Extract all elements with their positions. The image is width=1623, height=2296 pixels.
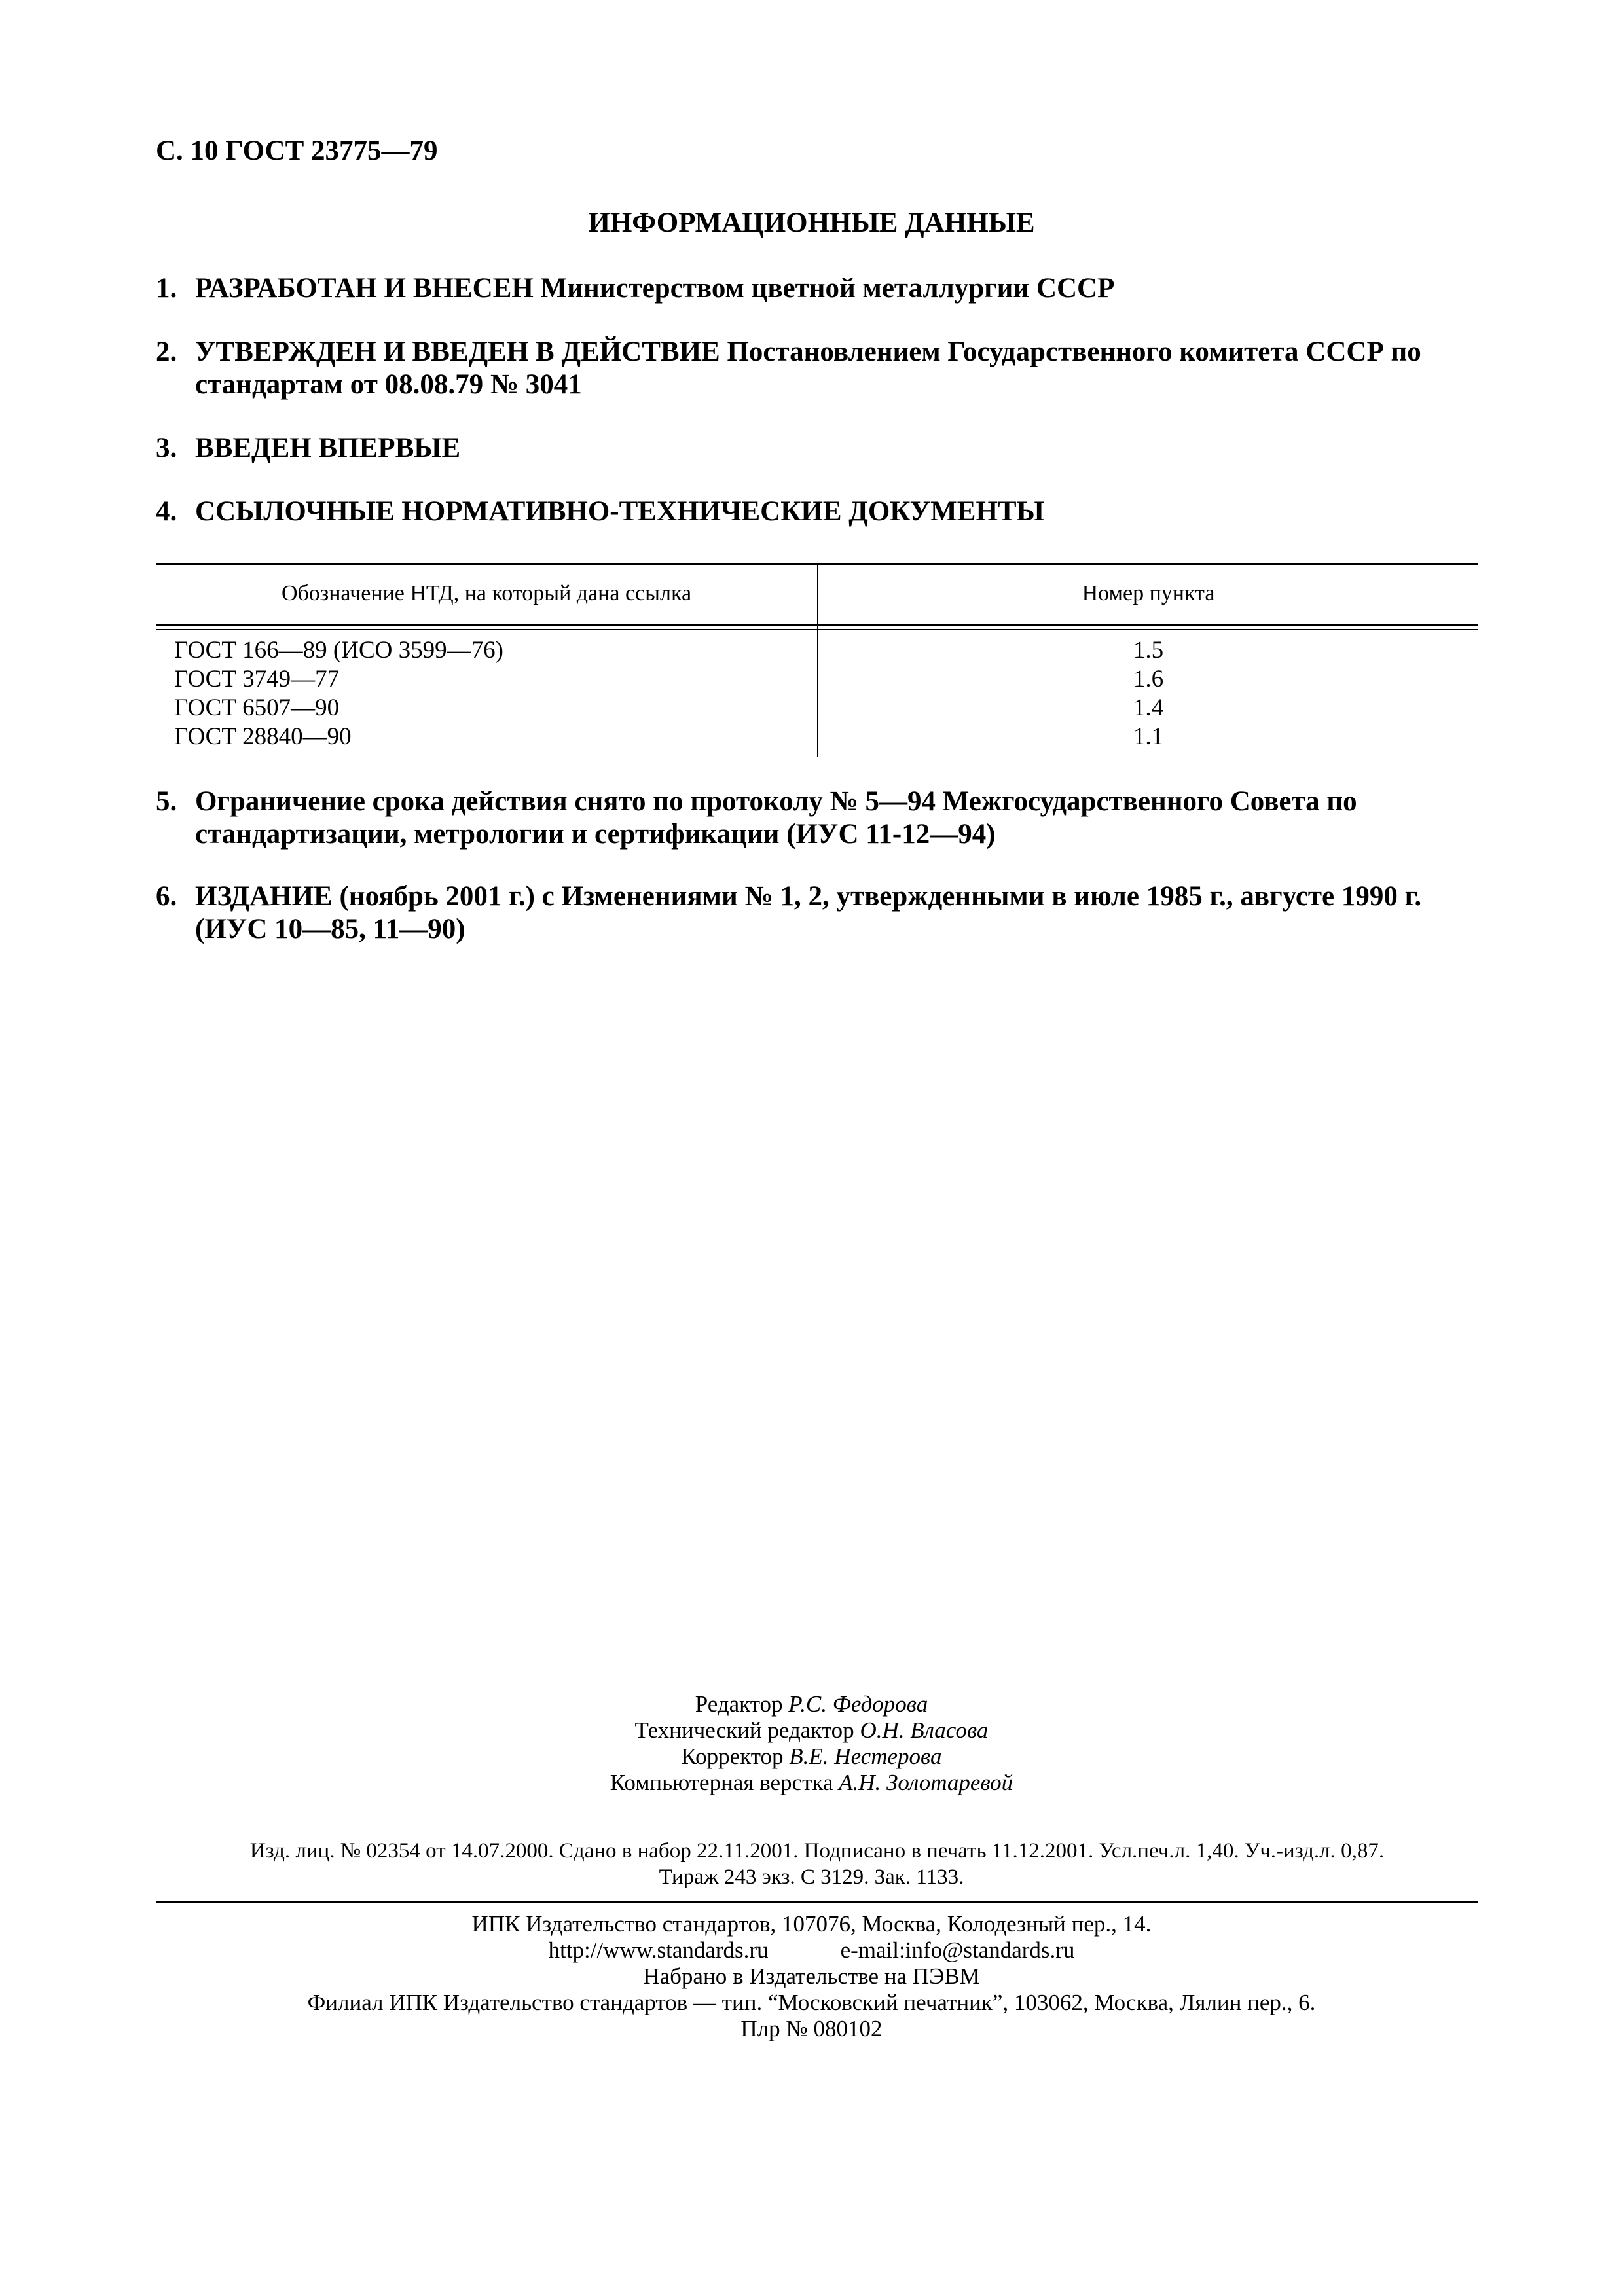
section-title: ИНФОРМАЦИОННЫЕ ДАННЫЕ — [588, 207, 1035, 238]
info-item-6 — [156, 880, 1478, 946]
imprint-line: Тираж 243 экз. С 3129. Зак. 1133. — [659, 1865, 964, 1889]
table-row — [174, 665, 1478, 694]
table-cell-point: 1.4 — [1133, 694, 1164, 721]
table-row — [174, 636, 1478, 665]
publisher-info — [0, 1911, 1623, 2042]
credit-name: В.Е. Нестерова — [789, 1744, 942, 1769]
imprint-line: Изд. лиц. № 02354 от 14.07.2000. Сдано в набор 22.11.2001. Подписано в печать 11.12.2001. Усл.печ.л. 1,40. Уч.-изд.л. 0,87. — [249, 1839, 1385, 1863]
info-item-3 — [156, 432, 1478, 465]
item-lead: ССЫЛОЧНЫЕ НОРМАТИВНО-ТЕХНИЧЕСКИЕ ДОКУМЕНТЫ — [195, 496, 1044, 527]
item-number: 1. — [156, 273, 177, 304]
credit-line — [0, 1717, 1623, 1744]
item-text: (ноябрь 2001 г.) с Изменениями № 1, 2, утвержденными в июле 1985 г., августе 1990 г. (ИУС 10—85, 11—90) — [195, 881, 1422, 944]
info-item-2 — [156, 336, 1478, 401]
email-link[interactable]: e-mail:info@standards.ru — [840, 1937, 1075, 1963]
item-number: 3. — [156, 433, 177, 463]
printer-info: Филиал ИПК Издательство стандартов — тип. “Московский печатник”, 103062, Москва, Лялин пер., 6. — [307, 1990, 1316, 2015]
credit-role: Компьютерная верстка — [610, 1770, 833, 1795]
publisher-contacts — [0, 1937, 1623, 1964]
footer-rule — [156, 1901, 1478, 1903]
credit-line — [0, 1770, 1623, 1796]
table-header-point: Номер пункта — [1082, 581, 1215, 605]
editorial-credits — [0, 1691, 1623, 1796]
table-header-doc: Обозначение НТД, на который дана ссылка — [281, 581, 692, 605]
info-item-5 — [156, 785, 1478, 851]
website-link[interactable]: http://www.standards.ru — [548, 1937, 769, 1963]
table-cell-doc: ГОСТ 3749—77 — [174, 666, 340, 692]
item-number: 2. — [156, 336, 177, 367]
item-number: 5. — [156, 786, 177, 817]
item-lead: ИЗДАНИЕ — [195, 881, 333, 912]
credit-line — [0, 1691, 1623, 1717]
table-row — [174, 723, 1478, 751]
item-text: Ограничение срока действия снято по протоколу № 5—94 Межгосударственного Совета по стандартизации, метрологии и сертификации (ИУС 11-12—94) — [195, 786, 1357, 850]
credit-name: Р.С. Федорова — [788, 1691, 928, 1717]
item-number: 4. — [156, 496, 177, 527]
item-number: 6. — [156, 881, 177, 912]
item-lead: УТВЕРЖДЕН И ВВЕДЕН В ДЕЙСТВИЕ — [195, 336, 720, 367]
item-text: Министерством цветной металлургии СССР — [533, 273, 1115, 304]
item-lead: ВВЕДЕН ВПЕРВЫЕ — [195, 433, 461, 463]
table-cell-point: 1.5 — [1133, 637, 1164, 664]
item-text: Постановлением Государственного комитета СССР по стандартам от 08.08.79 № 3041 — [195, 336, 1421, 400]
credit-role: Корректор — [681, 1744, 784, 1769]
credit-role: Технический редактор — [634, 1717, 854, 1743]
credit-role: Редактор — [695, 1691, 783, 1717]
credit-line — [0, 1744, 1623, 1770]
table-cell-doc: ГОСТ 6507—90 — [174, 694, 340, 721]
table-row — [174, 694, 1478, 723]
table-cell-doc: ГОСТ 28840—90 — [174, 723, 352, 750]
info-item-4 — [156, 495, 1478, 528]
credit-name: А.Н. Золотаревой — [839, 1770, 1013, 1795]
info-item-1 — [156, 272, 1478, 305]
table-cell-doc: ГОСТ 166—89 (ИСО 3599—76) — [174, 637, 503, 664]
table-cell-point: 1.6 — [1133, 666, 1164, 692]
page-header: С. 10 ГОСТ 23775—79 — [156, 135, 438, 166]
table-cell-point: 1.1 — [1133, 723, 1164, 750]
typeset-note: Набрано в Издательстве на ПЭВМ — [643, 1964, 980, 1989]
publisher-address: ИПК Издательство стандартов, 107076, Москва, Колодезный пер., 14. — [471, 1911, 1152, 1937]
item-lead: РАЗРАБОТАН И ВНЕСЕН — [195, 273, 534, 304]
credit-name: О.Н. Власова — [860, 1717, 989, 1743]
license-number: Плр № 080102 — [740, 2016, 883, 2041]
